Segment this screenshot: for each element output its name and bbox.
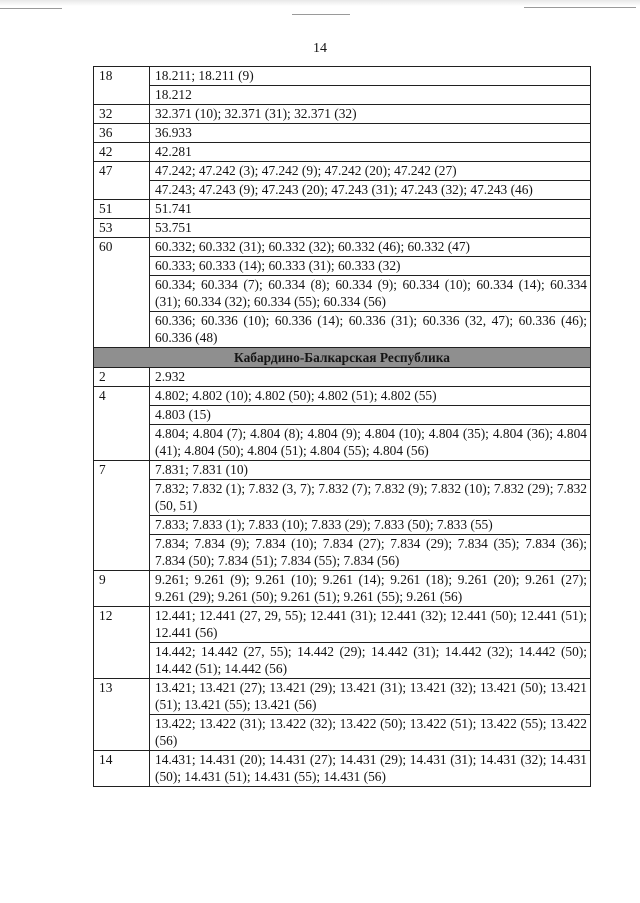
row-values: 60.336; 60.336 (10); 60.336 (14); 60.336 (31); 60.336 (32, 47); 60.336 (46); 60.336 (48) (150, 312, 591, 348)
table-row (94, 162, 591, 181)
row-values: 53.751 (150, 219, 591, 238)
row-values: 14.431; 14.431 (20); 14.431 (27); 14.431 (29); 14.431 (31); 14.431 (32); 14.431 (50); 14.431 (51); 14.431 (55); 14.431 (56) (150, 751, 591, 787)
table-row (94, 219, 591, 238)
table-row (94, 200, 591, 219)
table-row (94, 368, 591, 387)
region-header-row (94, 348, 591, 368)
table-row (94, 276, 591, 312)
table-row (94, 105, 591, 124)
table-row (94, 751, 591, 787)
row-code: 12 (94, 607, 150, 679)
table-row (94, 480, 591, 516)
codes-table-body (94, 67, 591, 787)
row-code: 7 (94, 461, 150, 571)
table-row (94, 86, 591, 105)
table-row (94, 406, 591, 425)
row-values: 47.242; 47.242 (3); 47.242 (9); 47.242 (20); 47.242 (27) (150, 162, 591, 181)
row-values: 60.333; 60.333 (14); 60.333 (31); 60.333 (32) (150, 257, 591, 276)
row-values: 4.804; 4.804 (7); 4.804 (8); 4.804 (9); 4.804 (10); 4.804 (35); 4.804 (36); 4.804 (41); 4.804 (50); 4.804 (51); 4.804 (55); 4.804 (56) (150, 425, 591, 461)
table-row (94, 425, 591, 461)
table-row (94, 387, 591, 406)
row-values: 51.741 (150, 200, 591, 219)
row-values: 18.211; 18.211 (9) (150, 67, 591, 86)
row-code: 14 (94, 751, 150, 787)
row-code: 36 (94, 124, 150, 143)
row-values: 32.371 (10); 32.371 (31); 32.371 (32) (150, 105, 591, 124)
table-row (94, 679, 591, 715)
row-code: 32 (94, 105, 150, 124)
table-row (94, 715, 591, 751)
row-code: 9 (94, 571, 150, 607)
table-row (94, 607, 591, 643)
row-code: 51 (94, 200, 150, 219)
row-values: 2.932 (150, 368, 591, 387)
row-values: 7.832; 7.832 (1); 7.832 (3, 7); 7.832 (7); 7.832 (9); 7.832 (10); 7.832 (29); 7.832 (50, 51) (150, 480, 591, 516)
table-row (94, 143, 591, 162)
row-values: 4.802; 4.802 (10); 4.802 (50); 4.802 (51); 4.802 (55) (150, 387, 591, 406)
row-values: 9.261; 9.261 (9); 9.261 (10); 9.261 (14); 9.261 (18); 9.261 (20); 9.261 (27); 9.261 (29); 9.261 (50); 9.261 (51); 9.261 (55); 9.261 (56) (150, 571, 591, 607)
table-row (94, 461, 591, 480)
row-code: 42 (94, 143, 150, 162)
row-code: 60 (94, 238, 150, 348)
row-values: 13.422; 13.422 (31); 13.422 (32); 13.422 (50); 13.422 (51); 13.422 (55); 13.422 (56) (150, 715, 591, 751)
row-code: 18 (94, 67, 150, 105)
row-values: 7.834; 7.834 (9); 7.834 (10); 7.834 (27); 7.834 (29); 7.834 (35); 7.834 (36); 7.834 (50); 7.834 (51); 7.834 (55); 7.834 (56) (150, 535, 591, 571)
table-row (94, 124, 591, 143)
row-values: 7.831; 7.831 (10) (150, 461, 591, 480)
table-row (94, 67, 591, 86)
row-code: 4 (94, 387, 150, 461)
row-code: 53 (94, 219, 150, 238)
row-values: 60.334; 60.334 (7); 60.334 (8); 60.334 (9); 60.334 (10); 60.334 (14); 60.334 (31); 60.334 (32); 60.334 (55); 60.334 (56) (150, 276, 591, 312)
row-values: 4.803 (15) (150, 406, 591, 425)
scan-mark-left (0, 8, 62, 9)
row-values: 7.833; 7.833 (1); 7.833 (10); 7.833 (29); 7.833 (50); 7.833 (55) (150, 516, 591, 535)
row-values: 47.243; 47.243 (9); 47.243 (20); 47.243 (31); 47.243 (32); 47.243 (46) (150, 181, 591, 200)
row-values: 12.441; 12.441 (27, 29, 55); 12.441 (31); 12.441 (32); 12.441 (50); 12.441 (51); 12.441 (56) (150, 607, 591, 643)
scan-mark-middle (292, 14, 350, 15)
row-code: 13 (94, 679, 150, 751)
scan-mark-right (524, 7, 636, 8)
table-row (94, 535, 591, 571)
codes-table (93, 66, 591, 787)
table-row (94, 238, 591, 257)
row-values: 14.442; 14.442 (27, 55); 14.442 (29); 14.442 (31); 14.442 (32); 14.442 (50); 14.442 (51); 14.442 (56) (150, 643, 591, 679)
row-values: 13.421; 13.421 (27); 13.421 (29); 13.421 (31); 13.421 (32); 13.421 (50); 13.421 (51); 13.421 (55); 13.421 (56) (150, 679, 591, 715)
table-row (94, 516, 591, 535)
page-number: 14 (313, 41, 327, 56)
scan-top-edge (0, 0, 640, 6)
table-row (94, 257, 591, 276)
table-row (94, 643, 591, 679)
row-values: 36.933 (150, 124, 591, 143)
table-row (94, 571, 591, 607)
region-header: Кабардино-Балкарская Республика (94, 348, 591, 368)
row-code: 47 (94, 162, 150, 200)
row-values: 60.332; 60.332 (31); 60.332 (32); 60.332 (46); 60.332 (47) (150, 238, 591, 257)
row-code: 2 (94, 368, 150, 387)
row-values: 42.281 (150, 143, 591, 162)
table-row (94, 181, 591, 200)
row-values: 18.212 (150, 86, 591, 105)
table-row (94, 312, 591, 348)
